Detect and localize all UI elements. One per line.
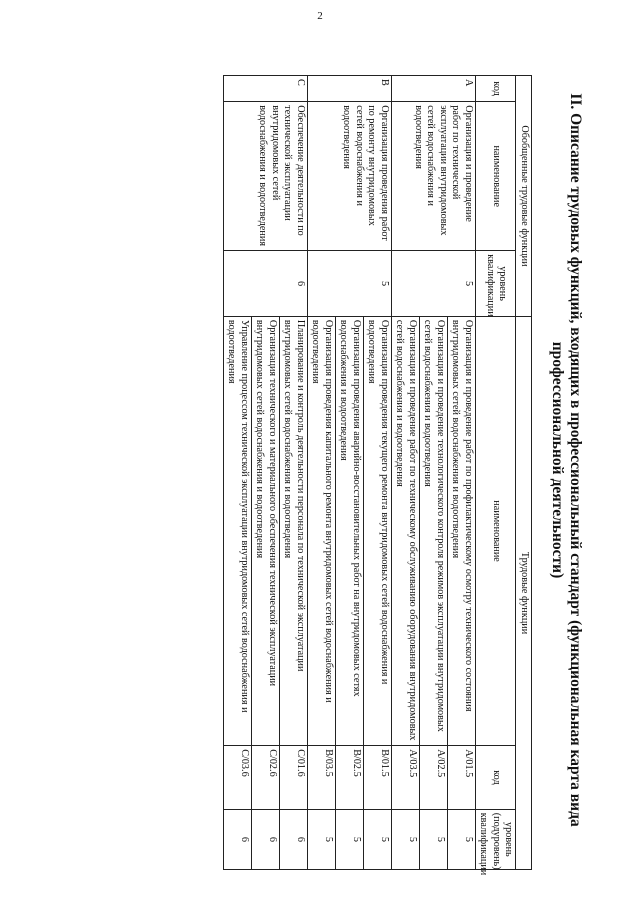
header-generalized-functions: Обобщенные трудовые функции	[516, 76, 532, 317]
gen-function-name: Организация и проведение работ по технической эксплуатации внутридомовых сетей водоснабжения и водоотведения	[392, 102, 476, 251]
labor-function-level: 6	[252, 809, 280, 869]
gen-function-level: 6	[224, 251, 308, 317]
labor-function-level: 5	[336, 809, 364, 869]
labor-function-level: 6	[280, 809, 308, 869]
gen-function-code: C	[224, 76, 308, 102]
labor-function-level: 5	[364, 809, 392, 869]
gen-function-level: 5	[308, 251, 392, 317]
labor-function-code: C/01.6	[280, 746, 308, 810]
labor-function-name: Организация проведения аварийно-восстановительных работ на внутридомовых сетях водоснабжения и водоотведения	[336, 316, 364, 745]
section-title-line-1: II. Описание трудовых функций, входящих в профессиональный стандарт (функциональная карта вида	[567, 93, 584, 827]
labor-function-code: B/03.5	[308, 746, 336, 810]
header-tf-name: наименование	[476, 316, 517, 745]
header-tf-code: код	[476, 746, 517, 810]
labor-function-name: Организация технического и материального обеспечения технической эксплуатации внутридомовых сетей водоснабжения и водоотведения	[252, 316, 280, 745]
table-row	[364, 76, 392, 870]
labor-function-code: A/03.5	[392, 746, 420, 810]
rotated-sheet	[0, 30, 590, 890]
labor-function-level: 5	[308, 809, 336, 869]
labor-function-name: Организация и проведение работ по техническому обслуживанию оборудования внутридомовых сетей водоснабжения и водоотведения	[392, 316, 420, 745]
labor-function-code: C/02.6	[252, 746, 280, 810]
section-title	[548, 40, 584, 880]
labor-function-name: Организация проведения капитального ремонта внутридомовых сетей водоснабжения и водоотведения	[308, 316, 336, 745]
header-code: код	[476, 76, 517, 102]
labor-function-code: C/03.6	[224, 746, 252, 810]
labor-function-name: Планирование и контроль деятельности персонала по технической эксплуатации внутридомовых сетей водоснабжения и водоотведения	[280, 316, 308, 745]
header-name: наименование	[476, 102, 517, 251]
gen-function-name: Обеспечение деятельности по технической эксплуатации внутридомовых сетей водоснабжения и водоотведения	[224, 102, 308, 251]
gen-function-name: Организация проведения работ по ремонту внутридомовых сетей водоснабжения и водоотведения	[308, 102, 392, 251]
header-column-row	[476, 76, 517, 870]
gen-function-level: 5	[392, 251, 476, 317]
labor-function-code: B/02.5	[336, 746, 364, 810]
header-level: уровень квалификации	[476, 251, 517, 317]
page-number: 2	[317, 10, 323, 22]
labor-function-level: 6	[224, 809, 252, 869]
functional-map-table	[223, 75, 532, 876]
table-row	[448, 76, 476, 870]
gen-function-code: B	[308, 76, 392, 102]
labor-function-code: A/01.5	[448, 746, 476, 810]
header-labor-functions: Трудовые функции	[516, 316, 532, 869]
labor-function-name: Организация проведения текущего ремонта внутридомовых сетей водоснабжения и водоотведения	[364, 316, 392, 745]
labor-function-level: 5	[448, 809, 476, 869]
labor-function-code: B/01.5	[364, 746, 392, 810]
header-tf-level: уровень (подуровень) квалификации	[476, 809, 517, 869]
section-title-line-2: профессиональной деятельности)	[549, 341, 566, 579]
labor-function-code: A/02.5	[420, 746, 448, 810]
labor-function-name: Организация и проведение технологического контроля режимов эксплуатации внутридомовых сетей водоснабжения и водоотведения	[420, 316, 448, 745]
header-group-row	[516, 76, 532, 870]
gen-function-code: A	[392, 76, 476, 102]
labor-function-level: 5	[420, 809, 448, 869]
labor-function-name: Организация и проведение работ по профилактическому осмотру технического состояния внутридомовых сетей водоснабжения и водоотведения	[448, 316, 476, 745]
table-row	[280, 76, 308, 870]
labor-function-level: 5	[392, 809, 420, 869]
labor-function-name: Управление процессом технической эксплуатации внутридомовых сетей водоснабжения и водоотведения	[224, 316, 252, 745]
